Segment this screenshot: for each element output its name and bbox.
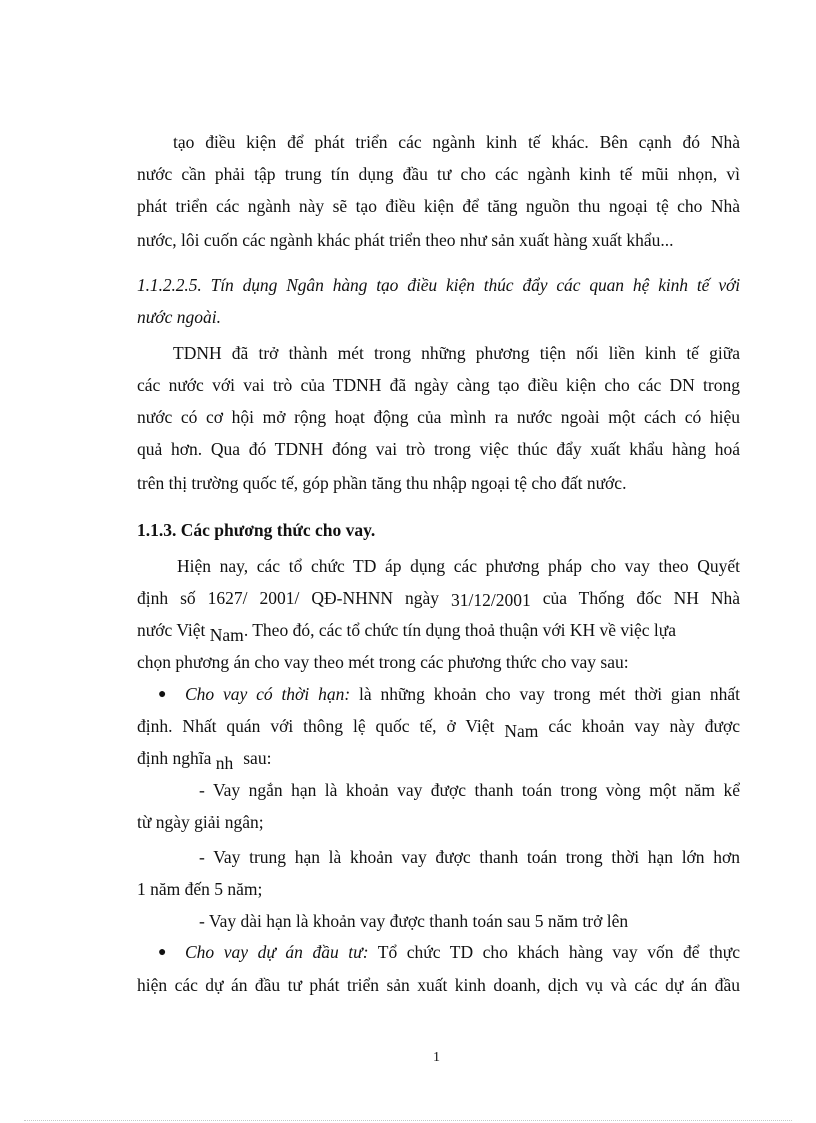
bullet1-line3 xyxy=(137,743,740,775)
loan-item-long-line1: - Vay dài hạn là khoản vay được thanh toán sau 5 năm trở lên xyxy=(199,911,629,931)
bullet1-term: Cho vay có thời hạn: xyxy=(185,684,351,704)
para2-line5: trên thị trường quốc tế, góp phần tăng thu nhập ngoại tệ cho đất nước. xyxy=(137,473,627,493)
subheading-line1: 1.1.2.2.5. Tín dụng Ngân hàng tạo điều kiện thúc đẩy các quan hệ kinh tế với xyxy=(137,275,740,295)
bullet-dot-icon: ● xyxy=(158,687,167,702)
footer-divider xyxy=(24,1120,792,1121)
para1-line4: nước, lôi cuốn các ngành khác phát triển theo như sản xuất hàng xuất khẩu... xyxy=(137,230,674,250)
para3-date: 31/12/2001 xyxy=(450,590,531,610)
para2-line4: quả hơn. Qua đó TDNH đóng vai trò trong việc thúc đẩy xuất khẩu hàng hoá xyxy=(137,439,740,459)
bullet2-line1-rest: Tổ chức TD cho khách hàng vay vốn để thực xyxy=(368,942,740,962)
bullet1-line3-text-a: định nghĩa xyxy=(137,748,212,768)
para2-line2: các nước với vai trò của TDNH đã ngày càng tạo điều kiện cho các DN trong xyxy=(137,375,740,395)
para3-line3-text-a: nước Việt xyxy=(137,620,206,640)
para3-line2-text-a: định số 1627/ 2001/ QĐ-NHNN ngày xyxy=(137,588,439,608)
bullet1-line1 xyxy=(185,679,740,711)
loan-item-short-line2: từ ngày giải ngân; xyxy=(137,812,264,832)
bullet-dot-icon: ● xyxy=(158,945,167,960)
loan-item-short-line1: - Vay ngắn hạn là khoản vay được thanh toán trong vòng một năm kể xyxy=(199,780,740,800)
subheading-line2: nước ngoài. xyxy=(137,307,222,327)
bullet1-line3-text-b: sau: xyxy=(243,748,272,768)
bullet2-term: Cho vay dự án đầu tư: xyxy=(185,942,369,962)
bullet1-line2-text-b: các khoản vay này được xyxy=(548,716,740,736)
para3-line3 xyxy=(137,615,740,647)
para1-line3: phát triển các ngành này sẽ tạo điều kiện để tăng nguồn thu ngoại tệ cho Nhà xyxy=(137,196,740,216)
para3-line2 xyxy=(137,583,740,615)
para3-line1: Hiện nay, các tổ chức TD áp dụng các phương pháp cho vay theo Quyết xyxy=(177,556,740,576)
para2-line3: nước có cơ hội mở rộng hoạt động của mình ra nước ngoài một cách có hiệu xyxy=(137,407,740,427)
bullet1-line2-text-a: định. Nhất quán với thông lệ quốc tế, ở Việt xyxy=(137,716,495,736)
loan-item-medium-line2: 1 năm đến 5 năm; xyxy=(137,879,263,899)
para2-line1: TDNH đã trở thành mét trong những phương tiện nối liền kinh tế giữa xyxy=(173,343,740,363)
bullet1-line2-subscript: Nam xyxy=(504,721,539,741)
bullet2-line2: hiện các dự án đầu tư phát triển sản xuất kinh doanh, dịch vụ và các dự án đầu xyxy=(137,975,740,995)
bullet1-line1-rest: là những khoản cho vay trong mét thời gian nhất xyxy=(350,684,740,704)
loan-item-medium-line1: - Vay trung hạn là khoản vay được thanh toán trong thời hạn lớn hơn xyxy=(199,847,740,867)
bullet1-line2 xyxy=(137,711,740,743)
page-number: 1 xyxy=(433,1050,440,1065)
para1-line1: tạo điều kiện để phát triển các ngành kinh tế khác. Bên cạnh đó Nhà xyxy=(173,132,740,152)
para3-line3-text-b: . Theo đó, các tổ chức tín dụng thoả thuận với KH về việc lựa xyxy=(243,620,677,640)
section-heading: 1.1.3. Các phương thức cho vay. xyxy=(137,520,376,540)
para3-line4: chọn phương án cho vay theo mét trong các phương thức cho vay sau: xyxy=(137,652,629,672)
bullet1-line3-subscript: nh xyxy=(215,753,234,773)
bullet2-line1 xyxy=(185,937,740,969)
para3-line2-text-b: của Thống đốc NH Nhà xyxy=(542,588,740,608)
para3-line3-subscript: Nam xyxy=(209,625,244,645)
para1-line2: nước cần phải tập trung tín dụng đầu tư cho các ngành kinh tế mũi nhọn, vì xyxy=(137,164,740,184)
